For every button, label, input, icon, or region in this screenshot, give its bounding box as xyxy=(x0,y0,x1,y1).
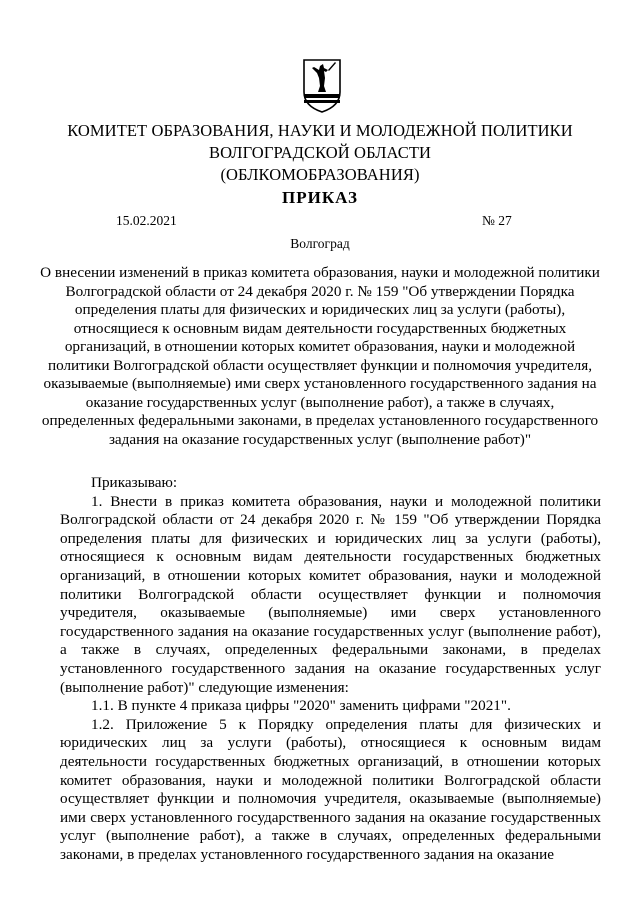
paragraph-1-2: 1.2. Приложение 5 к Порядку определения платы для физических и юридических лиц за услуги (работы), относящиеся к основным видам деятельности государственных бюджетных организаций, в отношении которых комитет образования, науки и молодежной политики Волгоградской области осуществляет функции и полномочия учредителя, оказываемые (выполняемые) ими сверх установленного государственного задания на оказание государственных услуг (выполнение работ), а также в случаях, определенных федеральными законами, в пределах установленного государственного задания на оказание xyxy=(60,715,601,863)
committee-abbreviation: (ОБЛКОМОБРАЗОВАНИЯ) xyxy=(220,165,420,184)
committee-name-line2: ВОЛГОГРАДСКОЙ ОБЛАСТИ xyxy=(208,143,432,162)
committee-header xyxy=(60,120,580,186)
paragraph-1: 1. Внести в приказ комитета образования, науки и молодежной политики Волгоградской области от 24 декабря 2020 г. № 159 "Об утверждении Порядка определения платы для физических и юридических лиц за услуги (работы), относящиеся к основным видам деятельности государственных бюджетных организаций, в отношении которых комитет образования, науки и молодежной политики Волгоградской области осуществляет функции и полномочия учредителя, оказываемые (выполняемые) ими сверх установленного государственного задания на оказание государственных услуг (выполнение работ), а также в случаях, определенных федеральными законами, в пределах установленного государственного задания на оказание государственных услуг (выполнение работ)" следующие изменения: xyxy=(60,492,601,696)
order-date: 15.02.2021 xyxy=(116,213,177,228)
volgograd-coat-of-arms-icon xyxy=(302,58,342,114)
order-number: № 27 xyxy=(482,213,512,228)
committee-name-line1: КОМИТЕТ ОБРАЗОВАНИЯ, НАУКИ И МОЛОДЕЖНОЙ ПОЛИТИКИ xyxy=(67,121,573,140)
order-subject: О внесении изменений в приказ комитета образования, науки и молодежной политики Волгоградской области от 24 декабря 2020 г. № 159 "Об утверждении Порядка определения платы для физических и юридических лиц за услуги (работы), относящиеся к основным видам деятельности государственных бюджетных организаций, в отношении которых комитет образования, науки и молодежной политики Волгоградской области осуществляет функции и полномочия учредителя, оказываемые (выполняемые) ими сверх установленного государственного задания на оказание государственных услуг (выполнение работ), а также в случаях, определенных федеральными законами, в пределах установленного государственного задания на оказание государственных услуг (выполнение работ)" xyxy=(40,264,600,448)
order-body xyxy=(60,474,601,864)
order-title: ПРИКАЗ xyxy=(282,188,358,207)
decree-line: Приказываю: xyxy=(91,474,178,491)
paragraph-1-1: 1.1. В пункте 4 приказа цифры "2020" заменить цифрами "2021". xyxy=(91,697,511,715)
order-city: Волгоград xyxy=(290,236,350,251)
